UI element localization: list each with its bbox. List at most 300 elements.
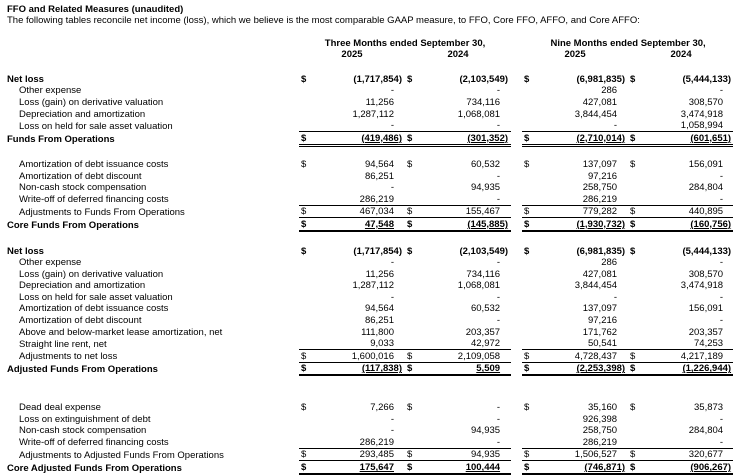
column-spacer xyxy=(511,401,522,413)
value-cell: (117,838) xyxy=(312,362,405,375)
table-row xyxy=(7,413,733,425)
table-row xyxy=(7,170,733,182)
column-spacer xyxy=(511,193,522,205)
value-cell: (1,717,854) xyxy=(353,245,402,257)
value-cell: 94,935 xyxy=(470,425,501,437)
dollar-sign xyxy=(628,193,641,205)
dollar-sign xyxy=(299,280,312,292)
value-cell: 175,647 xyxy=(312,461,405,474)
dollar-sign: $ xyxy=(628,132,641,146)
column-spacer xyxy=(511,120,522,132)
dollar-sign xyxy=(522,96,535,108)
value-cell: 286,219 xyxy=(359,193,394,205)
value-cell: 320,677 xyxy=(641,448,733,461)
value-cell: (601,651) xyxy=(641,132,733,146)
value-cell: 9,033 xyxy=(370,338,394,350)
row-label: Amortization of debt issuance costs xyxy=(19,303,169,315)
value-cell: 3,844,454 xyxy=(574,108,618,120)
value-cell: - xyxy=(719,257,724,269)
value-cell: (2,710,014) xyxy=(535,132,628,146)
dollar-sign: $ xyxy=(301,245,307,257)
dollar-sign: $ xyxy=(407,158,413,170)
dollar-sign: $ xyxy=(628,205,641,218)
table-row xyxy=(7,108,733,120)
value-cell: (1,717,854) xyxy=(353,73,402,85)
value-cell: 97,216 xyxy=(587,315,618,327)
section-gap xyxy=(7,375,733,401)
dollar-sign: $ xyxy=(524,245,530,257)
year-header: 2025 xyxy=(341,49,363,61)
row-label: Adjusted Funds From Operations xyxy=(7,364,158,376)
value-cell: 258,750 xyxy=(582,182,618,194)
dollar-sign: $ xyxy=(522,461,535,474)
value-cell: - xyxy=(496,413,501,425)
dollar-sign xyxy=(299,120,312,132)
year-header: 2025 xyxy=(564,49,586,61)
value-cell: (6,981,835) xyxy=(576,245,626,257)
value-cell: - xyxy=(390,120,394,132)
dollar-sign: $ xyxy=(405,205,418,218)
value-cell: 1,600,016 xyxy=(312,350,405,363)
dollar-sign xyxy=(522,425,535,437)
column-spacer xyxy=(511,170,522,182)
table-row xyxy=(7,362,733,375)
dollar-sign xyxy=(299,108,312,120)
value-cell: 286 xyxy=(601,257,618,269)
table-row xyxy=(7,425,733,437)
value-cell: (145,885) xyxy=(418,218,511,231)
value-cell: - xyxy=(390,425,394,437)
value-cell: 94,564 xyxy=(364,303,394,315)
dollar-sign xyxy=(522,413,535,425)
value-cell: (6,981,835) xyxy=(576,73,626,85)
dollar-sign: $ xyxy=(522,350,535,363)
dollar-sign xyxy=(628,257,641,269)
col-group-header-nine-months: Nine Months ended September 30, xyxy=(550,37,706,49)
value-cell: - xyxy=(719,85,724,97)
dollar-sign xyxy=(628,303,641,315)
value-cell: 137,097 xyxy=(582,158,618,170)
row-label: Other expense xyxy=(19,257,82,269)
table-row xyxy=(7,448,733,461)
dollar-sign xyxy=(628,268,641,280)
value-cell: 1,506,527 xyxy=(535,448,628,461)
value-cell: (160,756) xyxy=(641,218,733,231)
dollar-sign xyxy=(628,96,641,108)
value-cell: 100,444 xyxy=(418,461,511,474)
row-label: Above and below-market lease amortization, net xyxy=(19,326,223,338)
dollar-sign: $ xyxy=(301,158,307,170)
dollar-sign xyxy=(522,108,535,120)
value-cell: (419,486) xyxy=(312,132,405,146)
value-cell: - xyxy=(496,170,501,182)
table-row xyxy=(7,193,733,205)
value-cell: 926,398 xyxy=(582,413,618,425)
dollar-sign: $ xyxy=(405,350,418,363)
dollar-sign: $ xyxy=(299,350,312,363)
row-label: Loss on extinguishment of debt xyxy=(19,413,151,425)
row-label: Amortization of debt discount xyxy=(19,170,142,182)
row-label: Core Adjusted Funds From Operations xyxy=(7,463,182,474)
row-label: Adjustments to Adjusted Funds From Operations xyxy=(19,449,224,461)
value-cell: 42,972 xyxy=(470,338,501,350)
dollar-sign xyxy=(522,314,535,326)
dollar-sign: $ xyxy=(630,73,636,85)
dollar-sign xyxy=(405,436,418,448)
row-label: Write-off of deferred financing costs xyxy=(19,437,169,449)
dollar-sign xyxy=(628,170,641,182)
section-gap xyxy=(7,145,733,158)
dollar-sign xyxy=(405,268,418,280)
dollar-sign: $ xyxy=(301,73,307,85)
value-cell: - xyxy=(719,413,724,425)
dollar-sign xyxy=(522,182,535,194)
value-cell: - xyxy=(719,193,724,205)
dollar-sign xyxy=(299,338,312,350)
dollar-sign: $ xyxy=(524,73,530,85)
value-cell: 4,217,189 xyxy=(641,350,733,363)
row-label: Non-cash stock compensation xyxy=(19,425,147,437)
value-cell: 94,935 xyxy=(418,448,511,461)
dollar-sign xyxy=(522,193,535,205)
row-label: Adjustments to Funds From Operations xyxy=(19,206,185,218)
dollar-sign xyxy=(405,326,418,338)
dollar-sign xyxy=(405,257,418,269)
column-spacer xyxy=(511,362,522,375)
value-cell: 286 xyxy=(601,85,618,97)
col-group-header-three-months: Three Months ended September 30, xyxy=(324,37,486,49)
section-gap xyxy=(7,231,733,245)
dollar-sign xyxy=(628,338,641,350)
value-cell: 293,485 xyxy=(312,448,405,461)
page-subtitle: The following tables reconcile net income (loss), which we believe is the most comparable GAAP measure, to FFO, Core FFO, AFFO, and Core AFFO: xyxy=(7,15,640,26)
column-spacer xyxy=(511,436,522,448)
value-cell: 11,256 xyxy=(365,268,394,280)
value-cell: - xyxy=(496,315,501,327)
table-row xyxy=(7,268,733,280)
dollar-sign xyxy=(628,413,641,425)
table-row xyxy=(7,182,733,194)
table-row xyxy=(7,314,733,326)
dollar-sign: $ xyxy=(299,461,312,474)
table-row xyxy=(7,245,733,257)
table-row xyxy=(7,291,733,303)
value-cell: 50,541 xyxy=(587,338,618,350)
value-cell: (1,930,732) xyxy=(535,218,628,231)
dollar-sign: $ xyxy=(405,218,418,231)
dollar-sign: $ xyxy=(628,362,641,375)
row-label: Other expense xyxy=(19,85,82,97)
value-cell: 35,160 xyxy=(587,402,618,414)
dollar-sign: $ xyxy=(299,205,312,218)
dollar-sign xyxy=(299,436,312,448)
dollar-sign: $ xyxy=(405,132,418,146)
dollar-sign xyxy=(628,326,641,338)
table-row xyxy=(7,218,733,231)
dollar-sign: $ xyxy=(299,448,312,461)
value-cell: 3,474,918 xyxy=(680,280,724,292)
value-cell: - xyxy=(719,315,724,327)
value-cell: 60,532 xyxy=(470,158,501,170)
dollar-sign xyxy=(299,170,312,182)
year-header: 2024 xyxy=(447,49,469,61)
row-label: Loss (gain) on derivative valuation xyxy=(19,268,164,280)
dollar-sign xyxy=(522,280,535,292)
column-spacer xyxy=(511,257,522,269)
value-cell: 1,058,994 xyxy=(680,120,724,132)
column-spacer xyxy=(511,182,522,194)
value-cell: 440,895 xyxy=(641,205,733,218)
dollar-sign xyxy=(405,108,418,120)
dollar-sign: $ xyxy=(299,362,312,375)
value-cell: 97,216 xyxy=(587,170,618,182)
dollar-sign xyxy=(628,85,641,97)
value-cell: 427,081 xyxy=(582,96,618,108)
table-row xyxy=(7,257,733,269)
value-cell: - xyxy=(719,436,724,448)
value-cell: (1,226,944) xyxy=(641,362,733,375)
value-cell: 137,097 xyxy=(582,303,618,315)
dollar-sign xyxy=(628,436,641,448)
value-cell: 7,266 xyxy=(370,402,394,414)
reconciliation-table xyxy=(7,37,733,475)
table-row xyxy=(7,350,733,363)
value-cell: 258,750 xyxy=(582,425,618,437)
dollar-sign: $ xyxy=(522,448,535,461)
dollar-sign: $ xyxy=(299,132,312,146)
value-cell: (2,253,398) xyxy=(535,362,628,375)
value-cell: 1,287,112 xyxy=(352,108,394,120)
value-cell: - xyxy=(496,436,501,448)
column-spacer xyxy=(511,73,522,85)
dollar-sign xyxy=(522,436,535,448)
value-cell: - xyxy=(719,170,724,182)
dollar-sign xyxy=(405,96,418,108)
dollar-sign: $ xyxy=(407,73,413,85)
value-cell: 94,935 xyxy=(470,182,501,194)
value-cell: 3,474,918 xyxy=(680,108,724,120)
dollar-sign xyxy=(522,326,535,338)
value-cell: 86,251 xyxy=(364,315,394,327)
value-cell: - xyxy=(390,413,394,425)
dollar-sign xyxy=(405,338,418,350)
row-label: Net loss xyxy=(7,245,44,257)
value-cell: 4,728,437 xyxy=(535,350,628,363)
column-spacer xyxy=(511,314,522,326)
value-cell: 734,116 xyxy=(466,96,501,108)
dollar-sign xyxy=(628,291,641,303)
section-gap-cell xyxy=(7,145,733,158)
value-cell: - xyxy=(613,291,618,303)
dollar-sign xyxy=(299,314,312,326)
column-spacer xyxy=(511,132,522,146)
value-cell: 427,081 xyxy=(582,268,618,280)
column-spacer xyxy=(511,245,522,257)
dollar-sign xyxy=(405,291,418,303)
value-cell: - xyxy=(390,85,394,97)
column-spacer xyxy=(511,448,522,461)
row-label: Core Funds From Operations xyxy=(7,219,139,231)
dollar-sign: $ xyxy=(407,245,413,257)
row-label: Amortization of debt discount xyxy=(19,315,142,327)
column-spacer xyxy=(511,205,522,218)
dollar-sign xyxy=(405,170,418,182)
value-cell: 308,570 xyxy=(688,96,724,108)
table-row xyxy=(7,120,733,132)
dollar-sign xyxy=(405,425,418,437)
header-gap xyxy=(7,60,733,73)
dollar-sign: $ xyxy=(522,362,535,375)
dollar-sign xyxy=(405,280,418,292)
value-cell: 11,256 xyxy=(365,96,394,108)
dollar-sign xyxy=(299,268,312,280)
dollar-sign xyxy=(522,170,535,182)
table-row xyxy=(7,303,733,315)
dollar-sign xyxy=(299,182,312,194)
dollar-sign xyxy=(299,85,312,97)
value-cell: - xyxy=(496,402,501,414)
table-row xyxy=(7,73,733,85)
table-row xyxy=(7,132,733,146)
dollar-sign: $ xyxy=(301,402,307,414)
value-cell: - xyxy=(496,120,501,132)
value-cell: 286,219 xyxy=(359,436,394,448)
row-label: Write-off of deferred financing costs xyxy=(19,194,169,206)
dollar-sign xyxy=(628,425,641,437)
column-spacer xyxy=(511,158,522,170)
value-cell: - xyxy=(496,291,501,303)
value-cell: 467,034 xyxy=(312,205,405,218)
dollar-sign: $ xyxy=(405,362,418,375)
dollar-sign: $ xyxy=(407,402,413,414)
value-cell: - xyxy=(496,85,501,97)
dollar-sign: $ xyxy=(628,448,641,461)
value-cell: - xyxy=(496,257,501,269)
dollar-sign xyxy=(628,182,641,194)
dollar-sign xyxy=(628,120,641,132)
dollar-sign xyxy=(522,291,535,303)
value-cell: 156,091 xyxy=(688,158,724,170)
column-spacer xyxy=(511,218,522,231)
row-label: Depreciation and amortization xyxy=(19,280,146,292)
dollar-sign: $ xyxy=(628,350,641,363)
value-cell: 60,532 xyxy=(470,303,501,315)
column-spacer xyxy=(511,85,522,97)
value-cell: 734,116 xyxy=(466,268,501,280)
row-label: Loss on held for sale asset valuation xyxy=(19,120,173,132)
table-body xyxy=(7,73,733,474)
dollar-sign xyxy=(405,314,418,326)
row-label: Adjustments to net loss xyxy=(19,351,118,363)
dollar-sign: $ xyxy=(524,158,530,170)
dollar-sign xyxy=(522,303,535,315)
value-cell: - xyxy=(496,193,501,205)
column-spacer xyxy=(511,461,522,474)
dollar-sign xyxy=(299,291,312,303)
value-cell: (2,103,549) xyxy=(459,73,509,85)
value-cell: - xyxy=(390,291,394,303)
row-label: Depreciation and amortization xyxy=(19,108,146,120)
dollar-sign xyxy=(522,268,535,280)
value-cell: 5,509 xyxy=(418,362,511,375)
value-cell: (5,444,133) xyxy=(682,245,732,257)
year-header-row xyxy=(7,49,733,61)
value-cell: (2,103,549) xyxy=(459,245,509,257)
value-cell: - xyxy=(719,291,724,303)
dollar-sign xyxy=(628,314,641,326)
dollar-sign xyxy=(299,303,312,315)
dollar-sign xyxy=(628,108,641,120)
table-row xyxy=(7,436,733,448)
dollar-sign xyxy=(299,96,312,108)
dollar-sign: $ xyxy=(299,218,312,231)
dollar-sign xyxy=(522,257,535,269)
dollar-sign xyxy=(405,120,418,132)
dollar-sign xyxy=(299,193,312,205)
value-cell: 203,357 xyxy=(688,326,724,338)
table-row xyxy=(7,338,733,350)
row-label: Straight line rent, net xyxy=(19,338,107,350)
value-cell: (301,352) xyxy=(418,132,511,146)
dollar-sign xyxy=(628,280,641,292)
table-row xyxy=(7,205,733,218)
table-row xyxy=(7,280,733,292)
dollar-sign: $ xyxy=(524,402,530,414)
value-cell: 284,804 xyxy=(688,425,724,437)
table-row xyxy=(7,96,733,108)
value-cell: 308,570 xyxy=(688,268,724,280)
dollar-sign: $ xyxy=(405,448,418,461)
value-cell: 284,804 xyxy=(688,182,724,194)
column-spacer xyxy=(511,350,522,363)
dollar-sign xyxy=(522,338,535,350)
dollar-sign xyxy=(299,413,312,425)
value-cell: (5,444,133) xyxy=(682,73,732,85)
column-spacer xyxy=(511,291,522,303)
table-row xyxy=(7,461,733,474)
dollar-sign: $ xyxy=(522,205,535,218)
dollar-sign: $ xyxy=(628,218,641,231)
value-cell: 203,357 xyxy=(465,326,501,338)
dollar-sign xyxy=(405,303,418,315)
value-cell: 171,762 xyxy=(582,326,618,338)
value-cell: - xyxy=(613,120,618,132)
value-cell: (746,871) xyxy=(535,461,628,474)
value-cell: 1,068,081 xyxy=(457,280,501,292)
dollar-sign xyxy=(405,413,418,425)
row-label: Non-cash stock compensation xyxy=(19,182,147,194)
dollar-sign xyxy=(405,85,418,97)
column-spacer xyxy=(511,303,522,315)
value-cell: 47,548 xyxy=(312,218,405,231)
dollar-sign: $ xyxy=(522,218,535,231)
row-label: Net loss xyxy=(7,73,44,85)
column-spacer xyxy=(511,268,522,280)
value-cell: 779,282 xyxy=(535,205,628,218)
row-label: Loss (gain) on derivative valuation xyxy=(19,96,164,108)
row-label: Funds From Operations xyxy=(7,134,115,146)
value-cell: 35,873 xyxy=(694,402,724,414)
value-cell: 155,467 xyxy=(418,205,511,218)
column-spacer xyxy=(511,413,522,425)
dollar-sign: $ xyxy=(630,245,636,257)
table-row xyxy=(7,326,733,338)
table-row xyxy=(7,401,733,413)
value-cell: 1,068,081 xyxy=(457,108,501,120)
value-cell: 111,800 xyxy=(361,326,394,338)
dollar-sign: $ xyxy=(630,158,636,170)
dollar-sign xyxy=(405,182,418,194)
